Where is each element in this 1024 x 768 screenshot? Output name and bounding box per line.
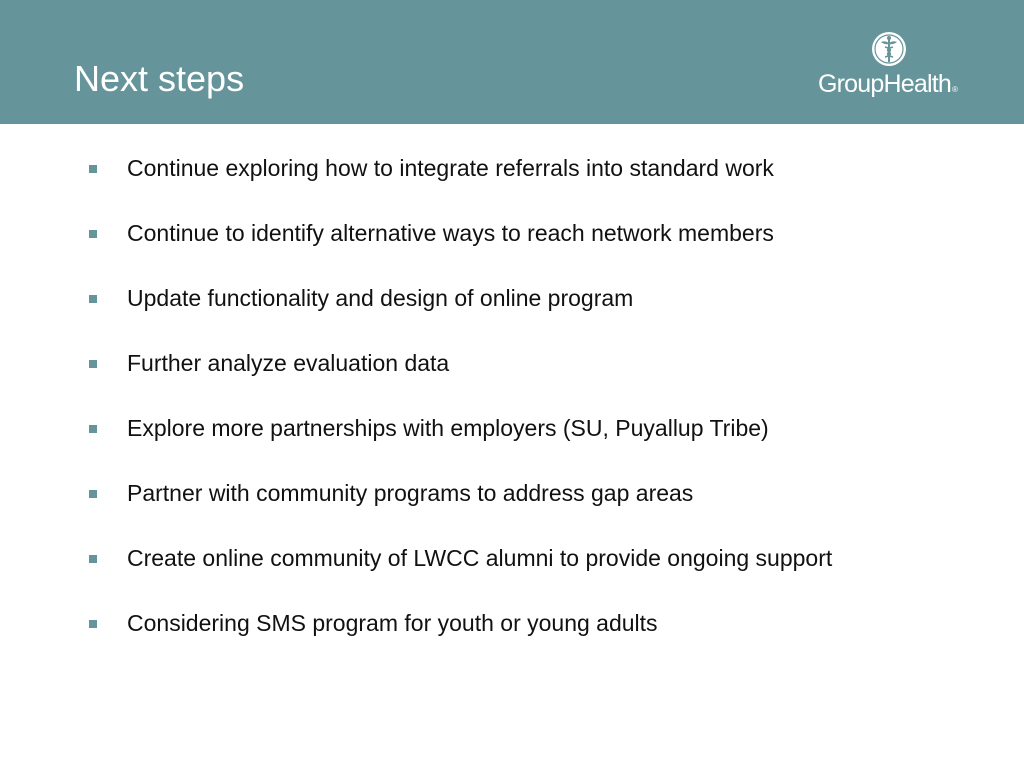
bullet-item — [0, 408, 1024, 473]
bullet-item — [0, 213, 1024, 278]
slide-header — [0, 0, 1024, 124]
bullet-item — [0, 538, 1024, 603]
bullet-text: Considering SMS program for youth or young adults — [127, 610, 658, 636]
square-bullet-icon — [89, 490, 97, 498]
square-bullet-icon — [89, 295, 97, 303]
square-bullet-icon — [89, 230, 97, 238]
square-bullet-icon — [89, 425, 97, 433]
bullet-item — [0, 148, 1024, 213]
bullet-item — [0, 278, 1024, 343]
bullet-text: Explore more partnerships with employers (SU, Puyallup Tribe) — [127, 415, 769, 441]
grouphealth-logo — [816, 30, 976, 102]
bullet-text: Create online community of LWCC alumni to provide ongoing support — [127, 545, 833, 571]
bullet-text: Update functionality and design of online program — [127, 285, 634, 311]
bullet-text: Continue to identify alternative ways to reach network members — [127, 220, 774, 246]
bullet-list — [0, 148, 1024, 668]
caduceus-emblem-icon — [870, 30, 908, 68]
square-bullet-icon — [89, 555, 97, 563]
logo-wordmark — [818, 70, 957, 104]
bullet-text: Continue exploring how to integrate referrals into standard work — [127, 155, 774, 181]
square-bullet-icon — [89, 620, 97, 628]
square-bullet-icon — [89, 360, 97, 368]
logo-registered-mark: ® — [951, 85, 958, 94]
slide-title: Next steps — [74, 58, 245, 99]
bullet-item — [0, 603, 1024, 668]
square-bullet-icon — [89, 165, 97, 173]
logo-text: GroupHealth — [818, 70, 951, 98]
bullet-text: Partner with community programs to address gap areas — [127, 480, 694, 506]
bullet-text: Further analyze evaluation data — [127, 350, 450, 376]
bullet-item — [0, 473, 1024, 538]
bullet-item — [0, 343, 1024, 408]
